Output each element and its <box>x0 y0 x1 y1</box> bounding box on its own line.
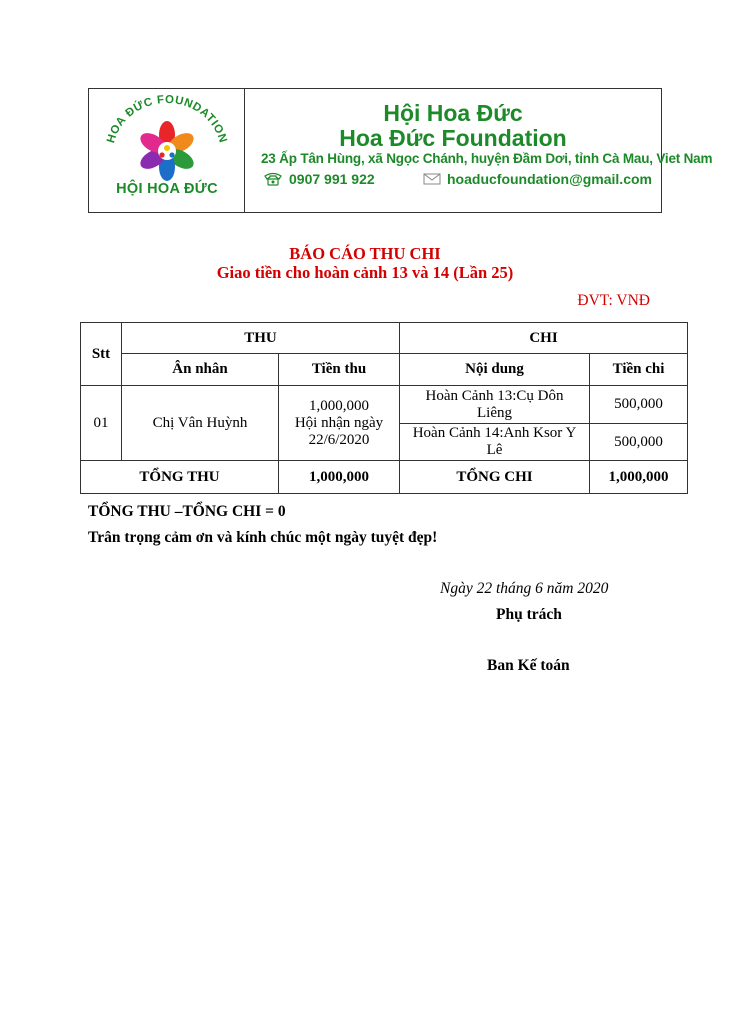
signature-name: Ban Kế toán <box>487 657 570 674</box>
table-row <box>81 386 688 424</box>
signature-role: Phụ trách <box>496 606 562 623</box>
tien-thu-note-line-2: 22/6/2020 <box>308 431 370 448</box>
noi-dung-line-1: Hoàn Cảnh 14:Anh Ksor Y <box>412 425 577 441</box>
letterhead <box>88 88 713 213</box>
balance-line: TỔNG THU –TỔNG CHI = 0 <box>88 503 286 520</box>
phone-icon <box>263 172 283 186</box>
report-title: BÁO CÁO THU CHI <box>289 244 441 263</box>
phone-number: 0907 991 922 <box>289 171 375 187</box>
org-name-vi: Hội Hoa Đức <box>383 100 523 126</box>
total-chi-value: 1,000,000 <box>590 461 688 494</box>
header-noi-dung: Nội dung <box>400 354 590 386</box>
currency-unit: ĐVT: VNĐ <box>577 292 650 309</box>
total-thu-label: TỔNG THU <box>81 461 279 494</box>
table-subheader-row <box>81 354 688 386</box>
noi-dung-line-2: Liêng <box>477 404 513 421</box>
total-chi-label: TỔNG CHI <box>400 461 590 494</box>
org-address: 23 Ấp Tân Hùng, xã Ngọc Chánh, huyện Đầm Dơi, tỉnh Cà Mau, Viet Nam <box>261 151 713 166</box>
cell-noi-dung <box>400 424 590 461</box>
logo <box>89 89 245 212</box>
table-header-row <box>81 323 688 354</box>
header-tien-chi: Tiền chi <box>590 354 688 386</box>
logo-arc-text: HOA ĐỨC FOUNDATION <box>105 93 229 145</box>
tien-thu-note-line-1: Hội nhận ngày <box>294 414 384 431</box>
total-thu-value: 1,000,000 <box>279 461 400 494</box>
cell-noi-dung <box>400 386 590 424</box>
cell-tien-thu <box>279 386 400 461</box>
header-stt: Stt <box>81 323 122 386</box>
report-subtitle: Giao tiền cho hoàn cảnh 13 và 14 (Lần 25) <box>216 263 514 282</box>
noi-dung-line-2: Lê <box>486 442 503 458</box>
thanks-line: Trân trọng cảm ơn và kính chúc một ngày tuyệt đẹp! <box>88 529 438 546</box>
cell-tien-chi: 500,000 <box>590 386 688 424</box>
header-chi: CHI <box>400 323 688 354</box>
org-name-en: Hoa Đức Foundation <box>339 125 567 151</box>
header-an-nhan: Ân nhân <box>122 354 279 386</box>
org-phone <box>263 171 375 187</box>
date-line: Ngày 22 tháng 6 năm 2020 <box>440 580 609 597</box>
cell-stt: 01 <box>81 386 122 461</box>
income-expense-table <box>80 322 688 494</box>
table-totals-row <box>81 461 688 494</box>
org-info <box>245 89 713 212</box>
mail-icon <box>423 173 441 185</box>
logo-name: HỘI HOA ĐỨC <box>116 181 218 197</box>
header-tien-thu: Tiền thu <box>279 354 400 386</box>
cell-tien-chi: 500,000 <box>590 424 688 461</box>
header-thu: THU <box>122 323 400 354</box>
org-email <box>423 171 652 187</box>
cell-an-nhan: Chị Vân Huỳnh <box>122 386 279 461</box>
noi-dung-line-1: Hoàn Cảnh 13:Cụ Dôn <box>425 387 564 404</box>
tien-thu-amount: 1,000,000 <box>309 397 369 414</box>
email-address: hoaducfoundation@gmail.com <box>447 171 652 187</box>
